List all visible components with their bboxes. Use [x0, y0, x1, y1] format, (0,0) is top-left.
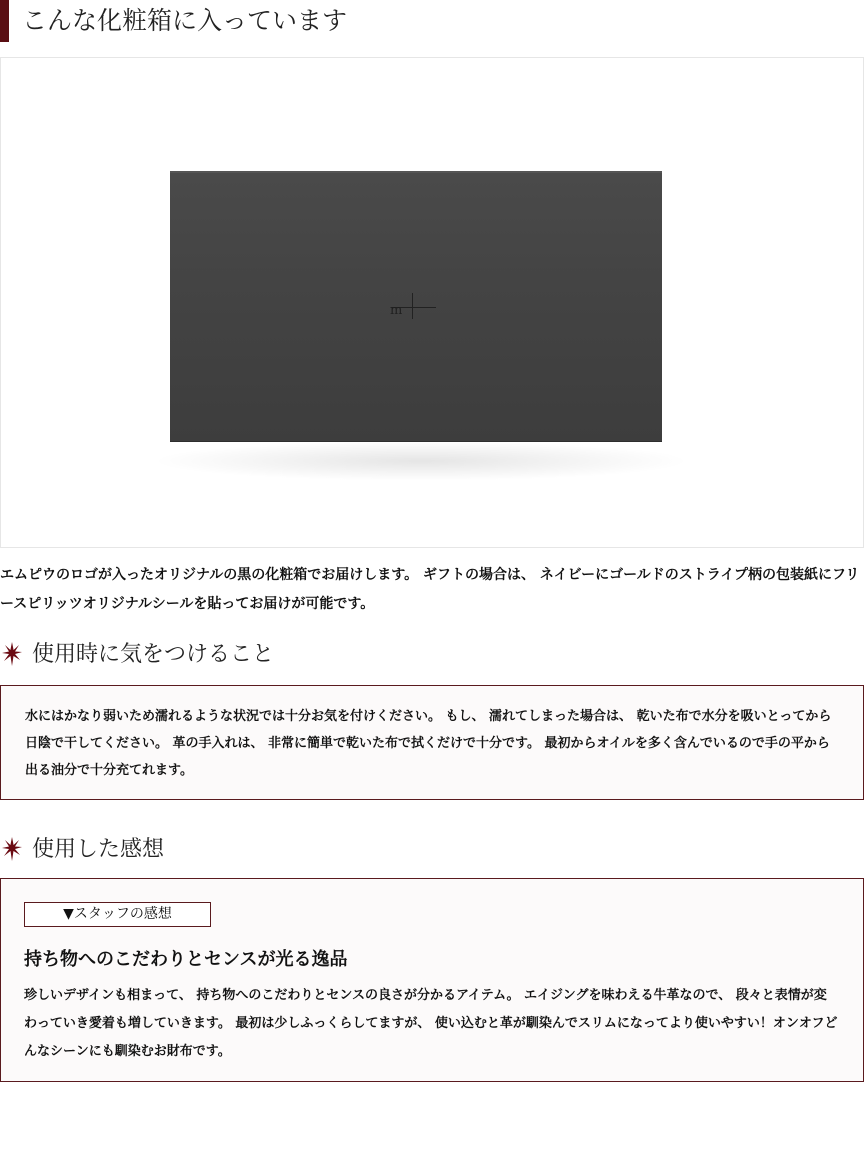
review-section-title: [0, 835, 864, 867]
heading-accent-bar: [0, 0, 9, 42]
review-box: [0, 878, 864, 1082]
review-heading: 使用した感想: [32, 837, 165, 862]
brand-logo: [390, 291, 440, 331]
box-shadow: [151, 441, 691, 481]
starburst-icon: [0, 640, 24, 668]
caution-section-title: [0, 640, 864, 672]
section-heading-box: [0, 0, 864, 42]
gift-box-image: [170, 171, 662, 441]
logo-line-vertical: [412, 293, 413, 319]
caution-heading: 使用時に気をつけること: [32, 642, 275, 667]
logo-letter: m: [390, 303, 403, 318]
review-headline: 持ち物へのこだわりとセンスが光る逸品: [24, 949, 348, 970]
caution-box: [0, 685, 864, 800]
staff-review-tag: ▼スタッフの感想: [24, 902, 211, 927]
product-photo: [0, 57, 864, 548]
intro-text: エムピウのロゴが入ったオリジナルの黒の化粧箱でお届けします。 ギフトの場合は、 ネイビーにゴールドのストライプ柄の包装紙にフリースピリッツオリジナルシールを貼ってお届けが可能です。: [0, 567, 860, 612]
caution-text: 水にはかなり弱いため濡れるような状況では十分お気を付けください。 もし、 濡れてしまった場合は、 乾いた布で水分を吸いとってから日陰で干してください。 革の手入れは、 非常に簡単で乾いた布で拭くだけで十分です。 最初からオイルを多く含んでいるので手の平から出る油分で十分充てれます。: [25, 709, 832, 778]
review-text: 珍しいデザインも相まって、 持ち物へのこだわりとセンスの良さが分かるアイテム。 エイジングを味わえる牛革なので、 段々と表情が変わっていき愛着も増していきます。 最初は少しふっくらしてますが、 使い込むと革が馴染んでスリムになってより使いやすい！オンオフどんなシーンにも馴染むお財布です。: [24, 988, 838, 1059]
starburst-icon: [0, 835, 24, 863]
page-title: こんな化粧箱に入っています: [22, 6, 348, 35]
